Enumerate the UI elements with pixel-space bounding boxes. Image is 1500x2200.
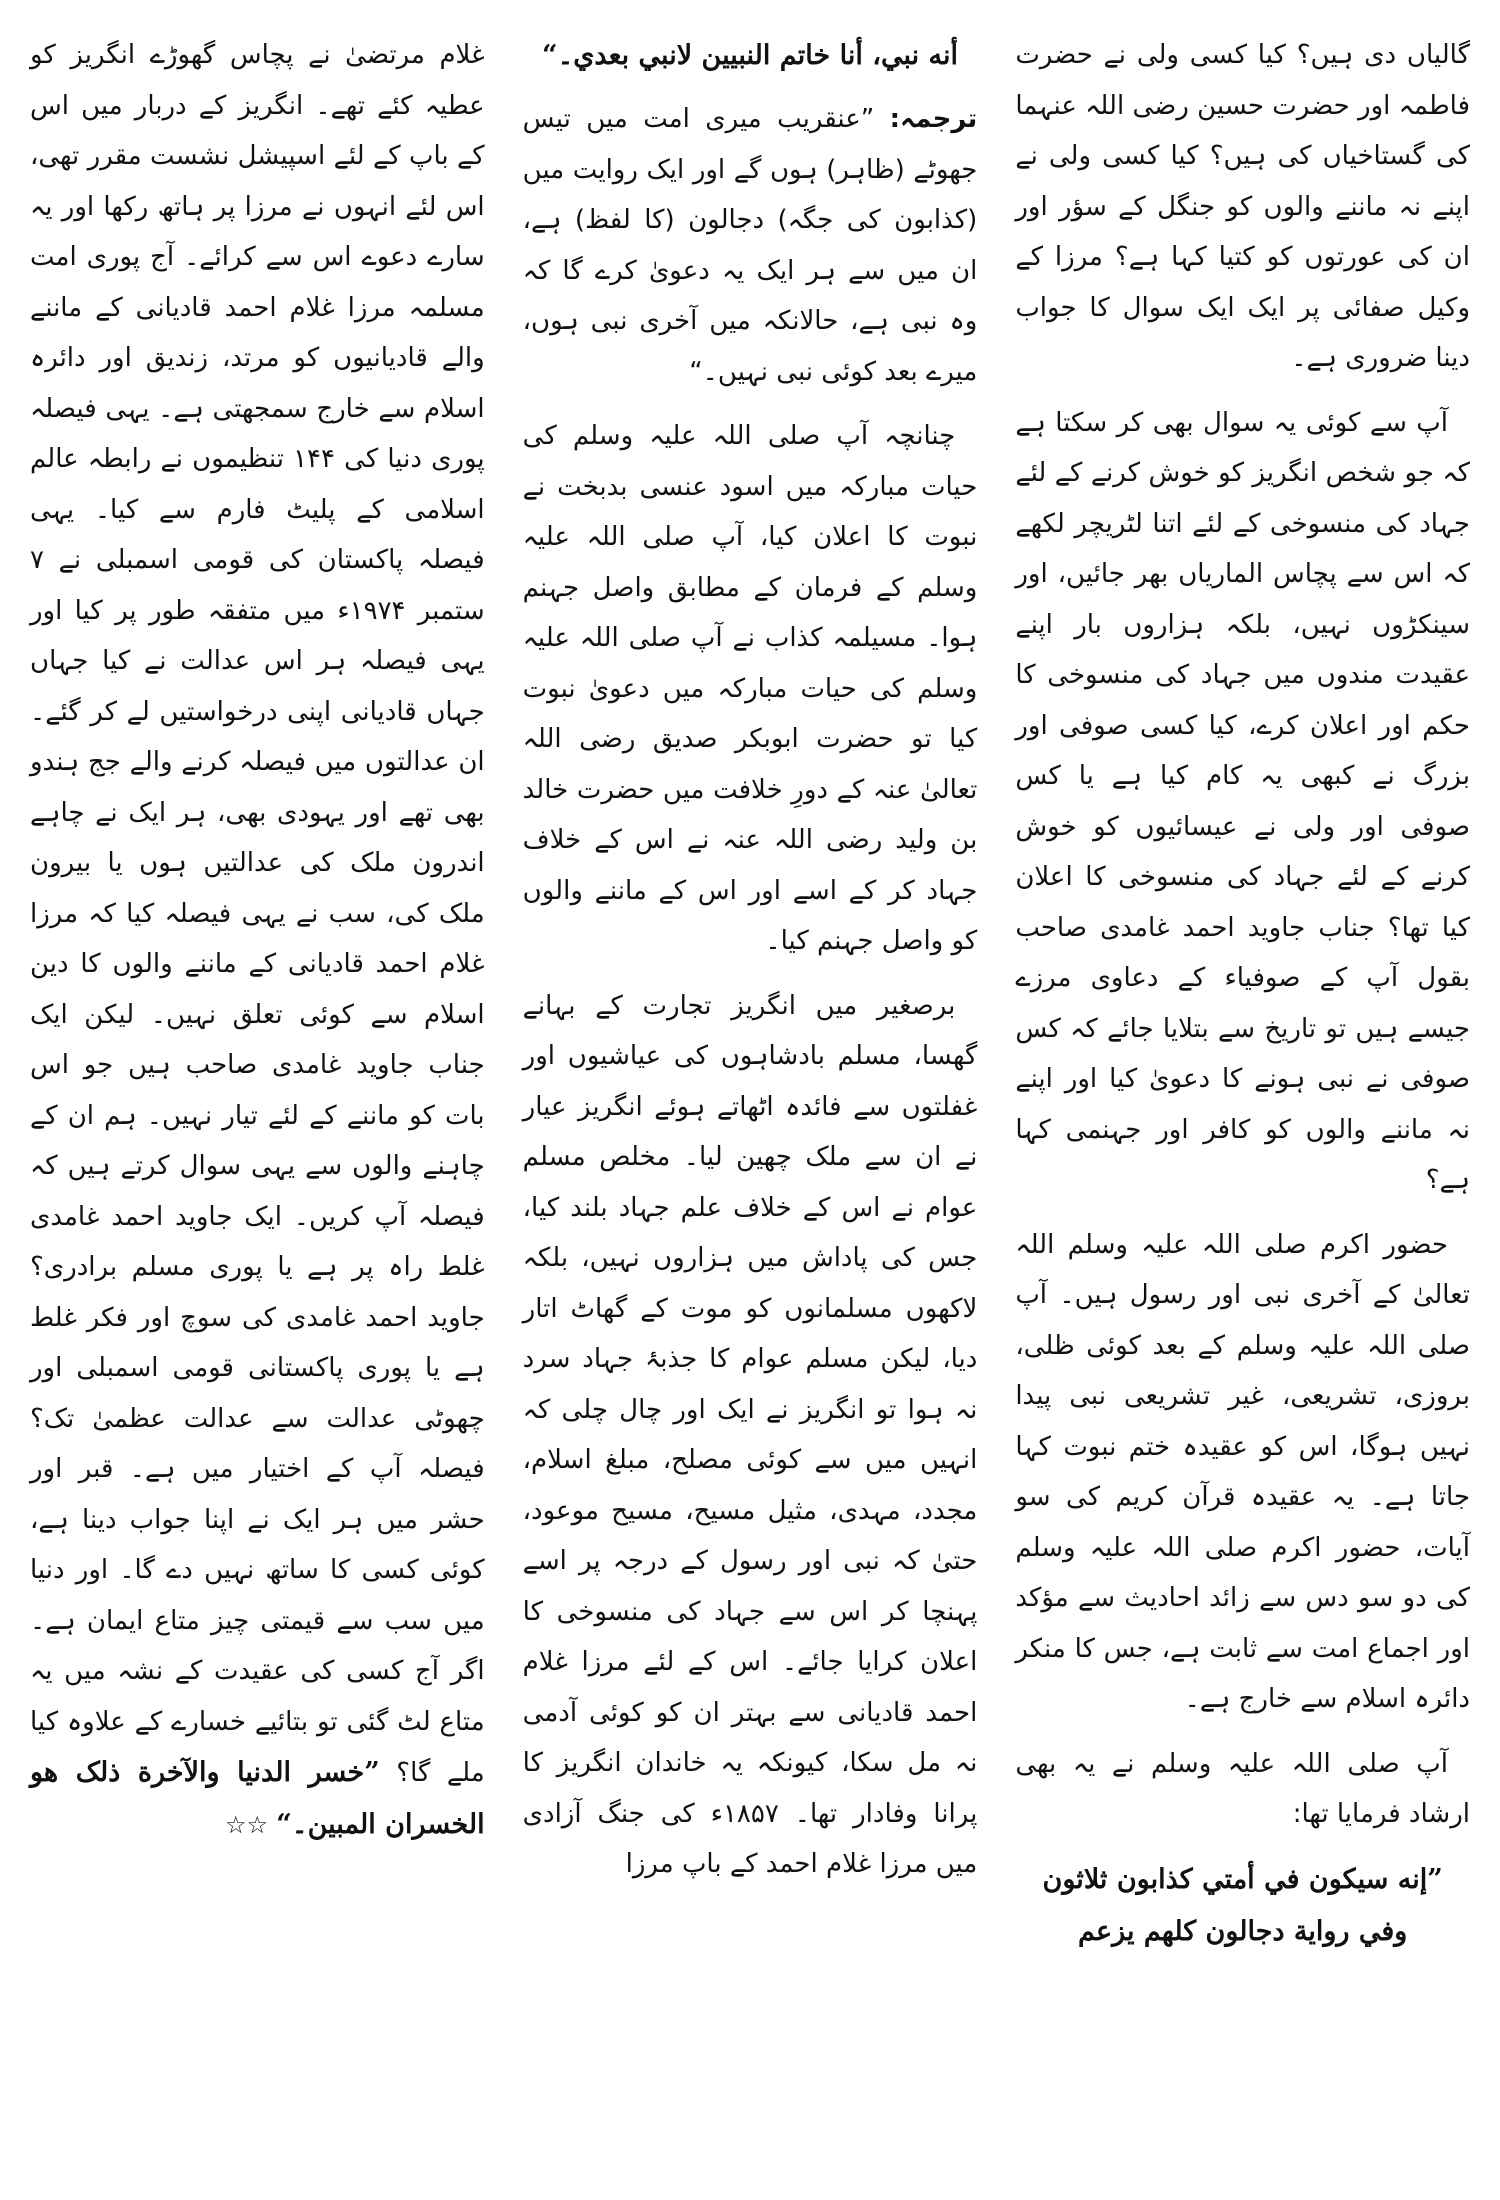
column-left <box>30 30 485 2180</box>
arabic-hadith-text: ”إنه سيكون في أمتي كذابون ثلاثون وفي رواية دجالون كلهم يزعم <box>1042 1863 1443 1947</box>
paragraph: چنانچہ آپ صلی اللہ علیہ وسلم کی حیات مبارکہ میں اسود عنسی بدبخت نے نبوت کا اعلان کیا، آپ صلی اللہ علیہ وسلم کے فرمان کے مطابق واصل جہنم ہوا۔ مسیلمہ کذاب نے آپ صلی اللہ علیہ وسلم کی حیات مبارکہ میں دعویٰ نبوت کیا تو حضرت ابوبکر صدیق رضی اللہ تعالیٰ عنہ کے دورِ خلافت میں حضرت خالد بن ولید رضی اللہ عنہ نے اس کے خلاف جہاد کر کے اسے اور اس کے ماننے والوں کو واصل جہنم کیا۔ <box>522 421 978 956</box>
paragraph: آپ سے کوئی یہ سوال بھی کر سکتا ہے کہ جو شخص انگریز کو خوش کرنے کے لئے جہاد کی منسوخی کے لئے اتنا لٹریچر لکھے کہ اس سے پچاس الماریاں بھر جائیں، اور سینکڑوں نہیں، بلکہ ہزاروں بار اپنے عقیدت مندوں میں جہاد کی منسوخی کا حکم اور اعلان کرے، کیا کسی صوفی اور بزرگ نے کبھی یہ کام کیا ہے یا کس صوفی اور ولی نے عیسائیوں کو خوش کرنے کے لئے جہاد کی منسوخی کا اعلان کیا تھا؟ جناب جاوید احمد غامدی صاحب بقول آپ کے صوفیاء کے دعاوی مرزے جیسے ہیں تو تاریخ سے بتلایا جائے کہ کس صوفی نے نبی ہونے کا دعویٰ کیا اور اپنے نہ ماننے والوں کو کافر اور جہنمی کہا ہے؟ <box>1015 407 1470 1195</box>
column-middle <box>523 30 978 2180</box>
paragraph: گالیاں دی ہیں؟ کیا کسی ولی نے حضرت فاطمہ اور حضرت حسین رضی اللہ عنہما کی گستاخیاں کی ہیں؟ کیا کسی ولی نے اپنے نہ ماننے والوں کو جنگل کے سؤر اور ان کی عورتوں کو کتیا کہا ہے؟ مرزا کے وکیل صفائی پر ایک ایک سوال کا جواب دینا ضروری ہے۔ <box>1015 40 1470 373</box>
end-stars: ☆☆ <box>224 1811 268 1839</box>
paragraph: آپ صلی اللہ علیہ وسلم نے یہ بھی ارشاد فرمایا تھا: <box>1015 1748 1470 1829</box>
paragraph <box>30 30 485 1851</box>
arabic-quote-text: ”خسر الدنيا والآخرة ذلک هو الخسران المبين۔“ <box>29 1757 485 1840</box>
paragraph-text: غلام مرتضیٰ نے پچاس گھوڑے انگریز کو عطیہ کئے تھے۔ انگریز کے دربار میں اس کے باپ کے لئے اسپیشل نشست مقرر تھی، اس لئے انہوں نے مرزا پر ہاتھ رکھا اور یہ سارے دعوے اس سے کرائے۔ آج پوری امت مسلمہ مرزا غلام احمد قادیانی کے ماننے والے قادیانیوں کو مرتد، زندیق اور دائرہ اسلام سے خارج سمجھتی ہے۔ یہی فیصلہ پوری دنیا کی ۱۴۴ تنظیموں نے رابطہ عالم اسلامی کے پلیٹ فارم سے کیا۔ یہی فیصلہ پاکستان کی قومی اسمبلی نے ۷ ستمبر ۱۹۷۴ء میں متفقہ طور پر کیا اور یہی فیصلہ ہر اس عدالت نے کیا جہاں جہاں قادیانی اپنی درخواستیں لے کر گئے۔ ان عدالتوں میں فیصلہ کرنے والے جج ہندو بھی تھے اور یہودی بھی، ہر ایک نے چاہے اندرون ملک کی عدالتیں ہوں یا بیرون ملک کی، سب نے یہی فیصلہ کیا کہ مرزا غلام احمد قادیانی کے ماننے والوں کا دین اسلام سے کوئی تعلق نہیں۔ لیکن ایک جناب جاوید غامدی صاحب ہیں جو اس بات کو ماننے کے لئے تیار نہیں۔ ہم ان کے چاہنے والوں سے یہی سوال کرتے ہیں کہ فیصلہ آپ کریں۔ ایک جاوید احمد غامدی غلط راہ پر ہے یا پوری مسلم برادری؟ جاوید احمد غامدی کی سوچ اور فکر غلط ہے یا پوری پاکستانی قومی اسمبلی اور چھوٹی عدالت سے عدالت عظمیٰ تک؟ فیصلہ آپ کے اختیار میں ہے۔ قبر اور حشر میں ہر ایک نے اپنا جواب دینا ہے، کوئی کسی کا ساتھ نہیں دے گا۔ اور دنیا میں سب سے قیمتی چیز متاع ایمان ہے۔ اگر آج کسی کی عقیدت کے نشہ میں یہ متاع لٹ گئی تو بتائیے خسارے کے علاوہ کیا ملے گا؟ <box>29 40 485 1788</box>
translation-label: ترجمہ: <box>889 104 978 134</box>
column-right <box>1015 30 1470 2180</box>
paragraph: برصغیر میں انگریز تجارت کے بہانے گھسا، مسلم بادشاہوں کی عیاشیوں اور غفلتوں سے فائدہ اٹھاتے ہوئے انگریز عیار نے ان سے ملک چھین لیا۔ مخلص مسلم عوام نے اس کے خلاف علم جہاد بلند کیا، جس کی پاداش میں ہزاروں نہیں، بلکہ لاکھوں مسلمانوں کو موت کے گھاٹ اتار دیا، لیکن مسلم عوام کا جذبۂ جہاد سرد نہ ہوا تو انگریز نے ایک اور چال چلی کہ انہیں میں سے کوئی مصلح، مبلغ اسلام، مجدد، مہدی، مثیل مسیح، مسیح موعود، حتیٰ کہ نبی اور رسول کے درجہ پر اسے پہنچا کر اس سے جہاد کی منسوخی کا اعلان کرایا جائے۔ اس کے لئے مرزا غلام احمد قادیانی سے بہتر ان کو کوئی آدمی نہ مل سکا، کیونکہ یہ خاندان انگریز کا پرانا وفادار تھا۔ ۱۸۵۷ء کی جنگ آزادی میں مرزا غلام احمد کے باپ مرزا <box>522 990 978 1879</box>
translation-paragraph <box>523 94 978 397</box>
paragraph: حضور اکرم صلی اللہ علیہ وسلم اللہ تعالیٰ کے آخری نبی اور رسول ہیں۔ آپ صلی اللہ علیہ وسلم کے بعد کوئی ظلی، بروزی، تشریعی، غیر تشریعی نبی پیدا نہیں ہوگا، اس کو عقیدہ ختم نبوت کہا جاتا ہے۔ یہ عقیدہ قرآن کریم کی سو آیات، حضور اکرم صلی اللہ علیہ وسلم کی دو سو دس سے زائد احادیث سے مؤکد اور اجماع امت سے ثابت ہے، جس کا منکر دائرہ اسلام سے خارج ہے۔ <box>1015 1229 1470 1714</box>
translation-text: ”عنقریب میری امت میں تیس جھوٹے (ظاہر) ہوں گے اور ایک روایت میں (کذابون کی جگہ) دجالون (کا لفظ) ہے، ان میں سے ہر ایک یہ دعویٰ کرے گا کہ وہ نبی ہے، حالانکہ میں آخری نبی ہوں، میرے بعد کوئی نبی نہیں۔“ <box>522 104 978 387</box>
arabic-hadith-text: أنه نبي، أنا خاتم النبيين لانبي بعدي۔“ <box>541 40 959 71</box>
